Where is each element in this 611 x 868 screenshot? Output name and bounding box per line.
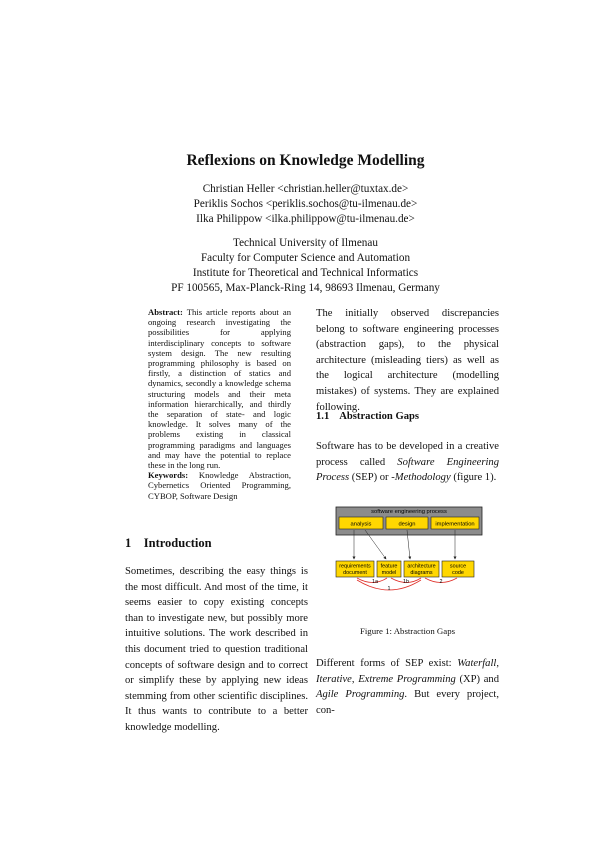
body-text: Different forms of SEP exist: (316, 658, 458, 669)
body-text: , (496, 658, 499, 669)
paper-title: Reflexions on Knowledge Modelling (186, 152, 425, 169)
abstract-label: Abstract: (148, 307, 183, 317)
term-xp: Extreme Programming (358, 673, 456, 685)
body-text: (figure 1). (450, 472, 497, 484)
term-agile: Agile Programming (316, 689, 405, 701)
term-waterfall: Waterfall (457, 658, 497, 669)
abstraction-gaps-figure (335, 500, 483, 596)
author-2: Periklis Sochos <periklis.sochos@tu-ilmenau.de> (193, 198, 418, 210)
affiliation-address: PF 100565, Max-Planck-Ring 14, 98693 Ilmenau, Germany (171, 282, 440, 294)
section-title: Introduction (143, 536, 212, 550)
section-1-body: Sometimes, describing the easy things is the most difficult. And most of the time, it seems easier to copy existing concepts than to investigate new, but possibly more intuitive solutions. The work described in this document tried to question traditional concepts of software design and to correct or simplify these by applying new ideas stemming from other scientific disciplines. It thus wants to contribute to a better knowledge modelling. (125, 566, 308, 733)
body-text: (SEP) or - (349, 472, 395, 484)
subsection-1-1-heading (316, 411, 499, 422)
sep-header: software engineering process (371, 509, 447, 515)
figure-caption: Figure 1: Abstraction Gaps (359, 626, 456, 636)
section-1-heading (125, 536, 308, 551)
affiliation-faculty: Faculty for Computer Science and Automation (200, 252, 411, 264)
affiliation-institute: Institute for Theoretical and Technical Informatics (192, 267, 419, 279)
artifact-label: diagrams (410, 570, 433, 576)
sep-forms-paragraph (316, 656, 499, 718)
abstract (148, 307, 291, 501)
section-number: 1 (125, 536, 132, 550)
artifact-label: code (452, 570, 464, 576)
artifact-label: requirements (339, 563, 371, 570)
body-text: (XP) and (455, 673, 499, 685)
artifact-label: document (343, 570, 367, 576)
artifact-label: architecture (407, 563, 436, 570)
abstract-text: This article reports about an ongoing research investigating the possibilities for applying interdisciplinary concepts to software system design. The new resulting programming philosophy is based on firstly, a distinction of statics and dynamics, secondly a knowledge schema structuring models and their meta information hierarchically, and thirdly the separation of state- and logic knowledge. It solves many of the problems existing in classical programming paradigms and languages and may have the potential to replace these in the long run. (148, 307, 291, 471)
subsection-1-1-body (316, 439, 499, 486)
term-iterative: Iterative (316, 673, 352, 685)
term-methodology: Methodology (394, 472, 451, 484)
author-3: Ilka Philippow <ilka.philippow@tu-ilmenau.de> (196, 213, 415, 225)
body-text: , (351, 673, 359, 685)
phase-implementation-label: implementation (435, 521, 475, 528)
artifact-label: feature (380, 563, 398, 570)
phase-design-label: design (398, 521, 416, 528)
gap-label-2: 2 (439, 579, 443, 585)
term-sep: Software Engineering Process (316, 456, 500, 484)
body-text: Software has to be developed in a creative process called (316, 441, 499, 468)
subsection-title: Abstraction Gaps (339, 411, 420, 422)
gap-label-1b: 1b (403, 579, 409, 585)
right-intro-paragraph: The initially observed discrepancies belong to software engineering processes (abstraction gaps), to the physical architecture (misleading tiers) as well as the logical architecture (modelling mistakes) of systems. They are explained following. (316, 308, 499, 413)
gap-label-1: 1 (387, 586, 391, 592)
artifact-label: model (381, 570, 397, 576)
author-1: Christian Heller <christian.heller@tuxtax.de> (202, 183, 409, 195)
keywords-label: Keywords: (148, 470, 189, 481)
phase-analysis-label: analysis (350, 521, 372, 528)
gap-label-1a: 1a (372, 579, 378, 585)
keywords-text: Knowledge Abstraction, Cybernetics Oriented Programming, CYBOP, Software Design (148, 470, 291, 501)
affiliation-university: Technical University of Ilmenau (233, 237, 378, 249)
subsection-number: 1.1 (316, 411, 330, 422)
artifact-label: source (449, 563, 467, 570)
body-text: . But every project, con- (316, 689, 499, 716)
